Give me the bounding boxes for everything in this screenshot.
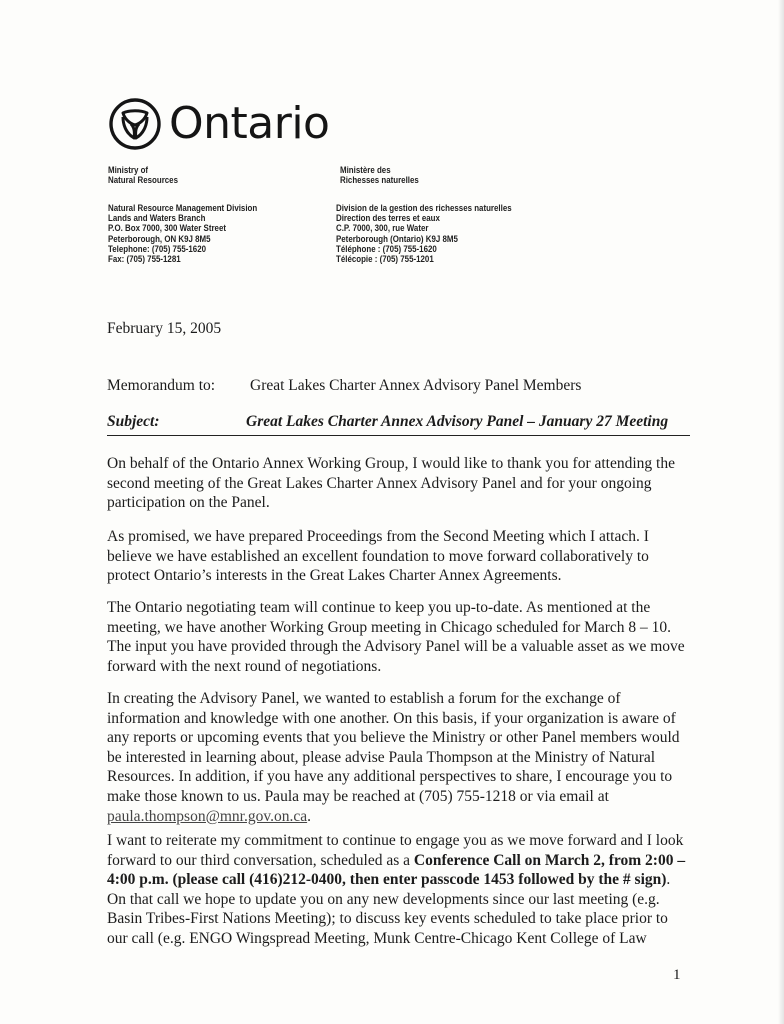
ministry-name-line: Ministry of	[108, 165, 149, 175]
text-line: As promised, we have prepared Proceedings from the Second Meeting which I attach. I	[107, 528, 649, 545]
email-link[interactable]: paula.thompson@mnr.gov.on.ca	[107, 807, 308, 825]
address-line: P.O. Box 7000, 300 Water Street	[108, 223, 226, 234]
address-line: Telephone: (705) 755-1620	[108, 243, 207, 254]
punctuation: .	[307, 807, 311, 825]
letter-date: February 15, 2005	[107, 320, 222, 337]
ministry-name-line: Richesses naturelles	[340, 175, 419, 186]
text-line: second meeting of the Great Lakes Charter Annex Advisory Panel and for your ongoing	[107, 474, 652, 492]
text-line: On behalf of the Ontario Annex Working Group, I would like to thank you for attending the	[107, 455, 675, 472]
address-line: Télécopie : (705) 755-1201	[336, 254, 434, 265]
text-line: protect Ontario’s interests in the Great Lakes Charter Annex Agreements.	[107, 567, 562, 585]
subject-value: Great Lakes Charter Annex Advisory Panel – January 27 Meeting	[246, 413, 669, 430]
paragraph-negotiating-team	[107, 598, 687, 676]
text-segment: forward to our third conversation, scheduled as a	[107, 851, 414, 869]
address-line: Division de la gestion des richesses naturelles	[336, 203, 512, 213]
paragraph-conference-call	[107, 831, 687, 949]
ontario-logo	[107, 96, 329, 152]
text-line: I want to reiterate my commitment to continue to engage you as we move forward and I look	[107, 832, 684, 849]
ministry-name-en	[108, 165, 178, 185]
text-line	[107, 807, 687, 827]
text-line: In creating the Advisory Panel, we wanted to establish a forum for the exchange of	[107, 690, 621, 707]
text-line: The Ontario negotiating team will continue to keep you up-to-date. As mentioned at the	[107, 599, 651, 616]
scan-edge-shadow	[778, 0, 784, 1024]
subject-label: Subject:	[107, 413, 160, 430]
address-block-en	[108, 203, 257, 264]
ministry-name-line: Natural Resources	[108, 175, 179, 186]
text-line: our call (e.g. ENGO Wingspread Meeting, Munk Centre-Chicago Kent College of Law	[107, 929, 647, 947]
ontario-wordmark: Ontario	[169, 98, 330, 149]
text-line: On that call we hope to update you on any new developments since our last meeting (e.g.	[107, 890, 660, 908]
page-number: 1	[673, 967, 681, 983]
text-line: be interested in learning about, please advise Paula Thompson at the Ministry of Natural	[107, 748, 656, 766]
memo-label: Memorandum to:	[107, 377, 216, 394]
paragraph-proceedings	[107, 527, 687, 586]
address-line: Lands and Waters Branch	[108, 213, 206, 224]
address-line: Téléphone : (705) 755-1620	[336, 243, 437, 254]
text-line: forward with the next round of negotiations.	[107, 657, 382, 675]
subject-line	[107, 413, 690, 436]
call-details-emphasis: 4:00 p.m. (please call (416)212-0400, then enter passcode 1453 followed by the # sign)	[107, 871, 667, 889]
address-line: Peterborough (Ontario) K9J 8M5	[336, 233, 458, 244]
address-line: Fax: (705) 755-1281	[108, 254, 181, 265]
address-line: C.P. 7000, 300, rue Water	[336, 223, 429, 234]
address-line: Direction des terres et eaux	[336, 213, 440, 224]
text-line	[107, 851, 687, 871]
text-line: participation on the Panel.	[107, 494, 270, 512]
text-line: The input you have provided through the Advisory Panel will be a valuable asset as we move	[107, 638, 685, 656]
text-line: Basin Tribes-First Nations Meeting); to discuss key events scheduled to take place prior to	[107, 910, 668, 928]
text-line: information and knowledge with one another. On this basis, if your organization is aware of	[107, 709, 676, 727]
text-line: believe we have established an excellent foundation to move forward collaboratively to	[107, 547, 649, 565]
text-line	[107, 870, 687, 890]
address-block-fr	[336, 203, 512, 264]
trillium-logo-icon	[107, 96, 163, 152]
punctuation: .	[666, 871, 671, 889]
paragraph-thanks	[107, 454, 687, 513]
text-line: Resources. In addition, if you have any additional perspectives to share, I encourage you to	[107, 768, 673, 786]
address-line: Peterborough, ON K9J 8M5	[108, 233, 211, 244]
paragraph-advisory-panel	[107, 689, 687, 826]
ministry-name-line: Ministère des	[340, 165, 391, 175]
text-line: meeting, we have another Working Group meeting in Chicago scheduled for March 8 – 10.	[107, 618, 672, 636]
address-line: Natural Resource Management Division	[108, 203, 258, 213]
text-line: any reports or upcoming events that you believe the Ministry or other Panel members would	[107, 729, 680, 747]
ministry-name-fr	[340, 165, 419, 185]
conference-call-emphasis: Conference Call on March 2, from 2:00 –	[413, 851, 686, 869]
text-line: make those known to us. Paula may be reached at (705) 755-1218 or via email at	[107, 787, 609, 805]
memo-value: Great Lakes Charter Annex Advisory Panel Members	[250, 377, 582, 394]
